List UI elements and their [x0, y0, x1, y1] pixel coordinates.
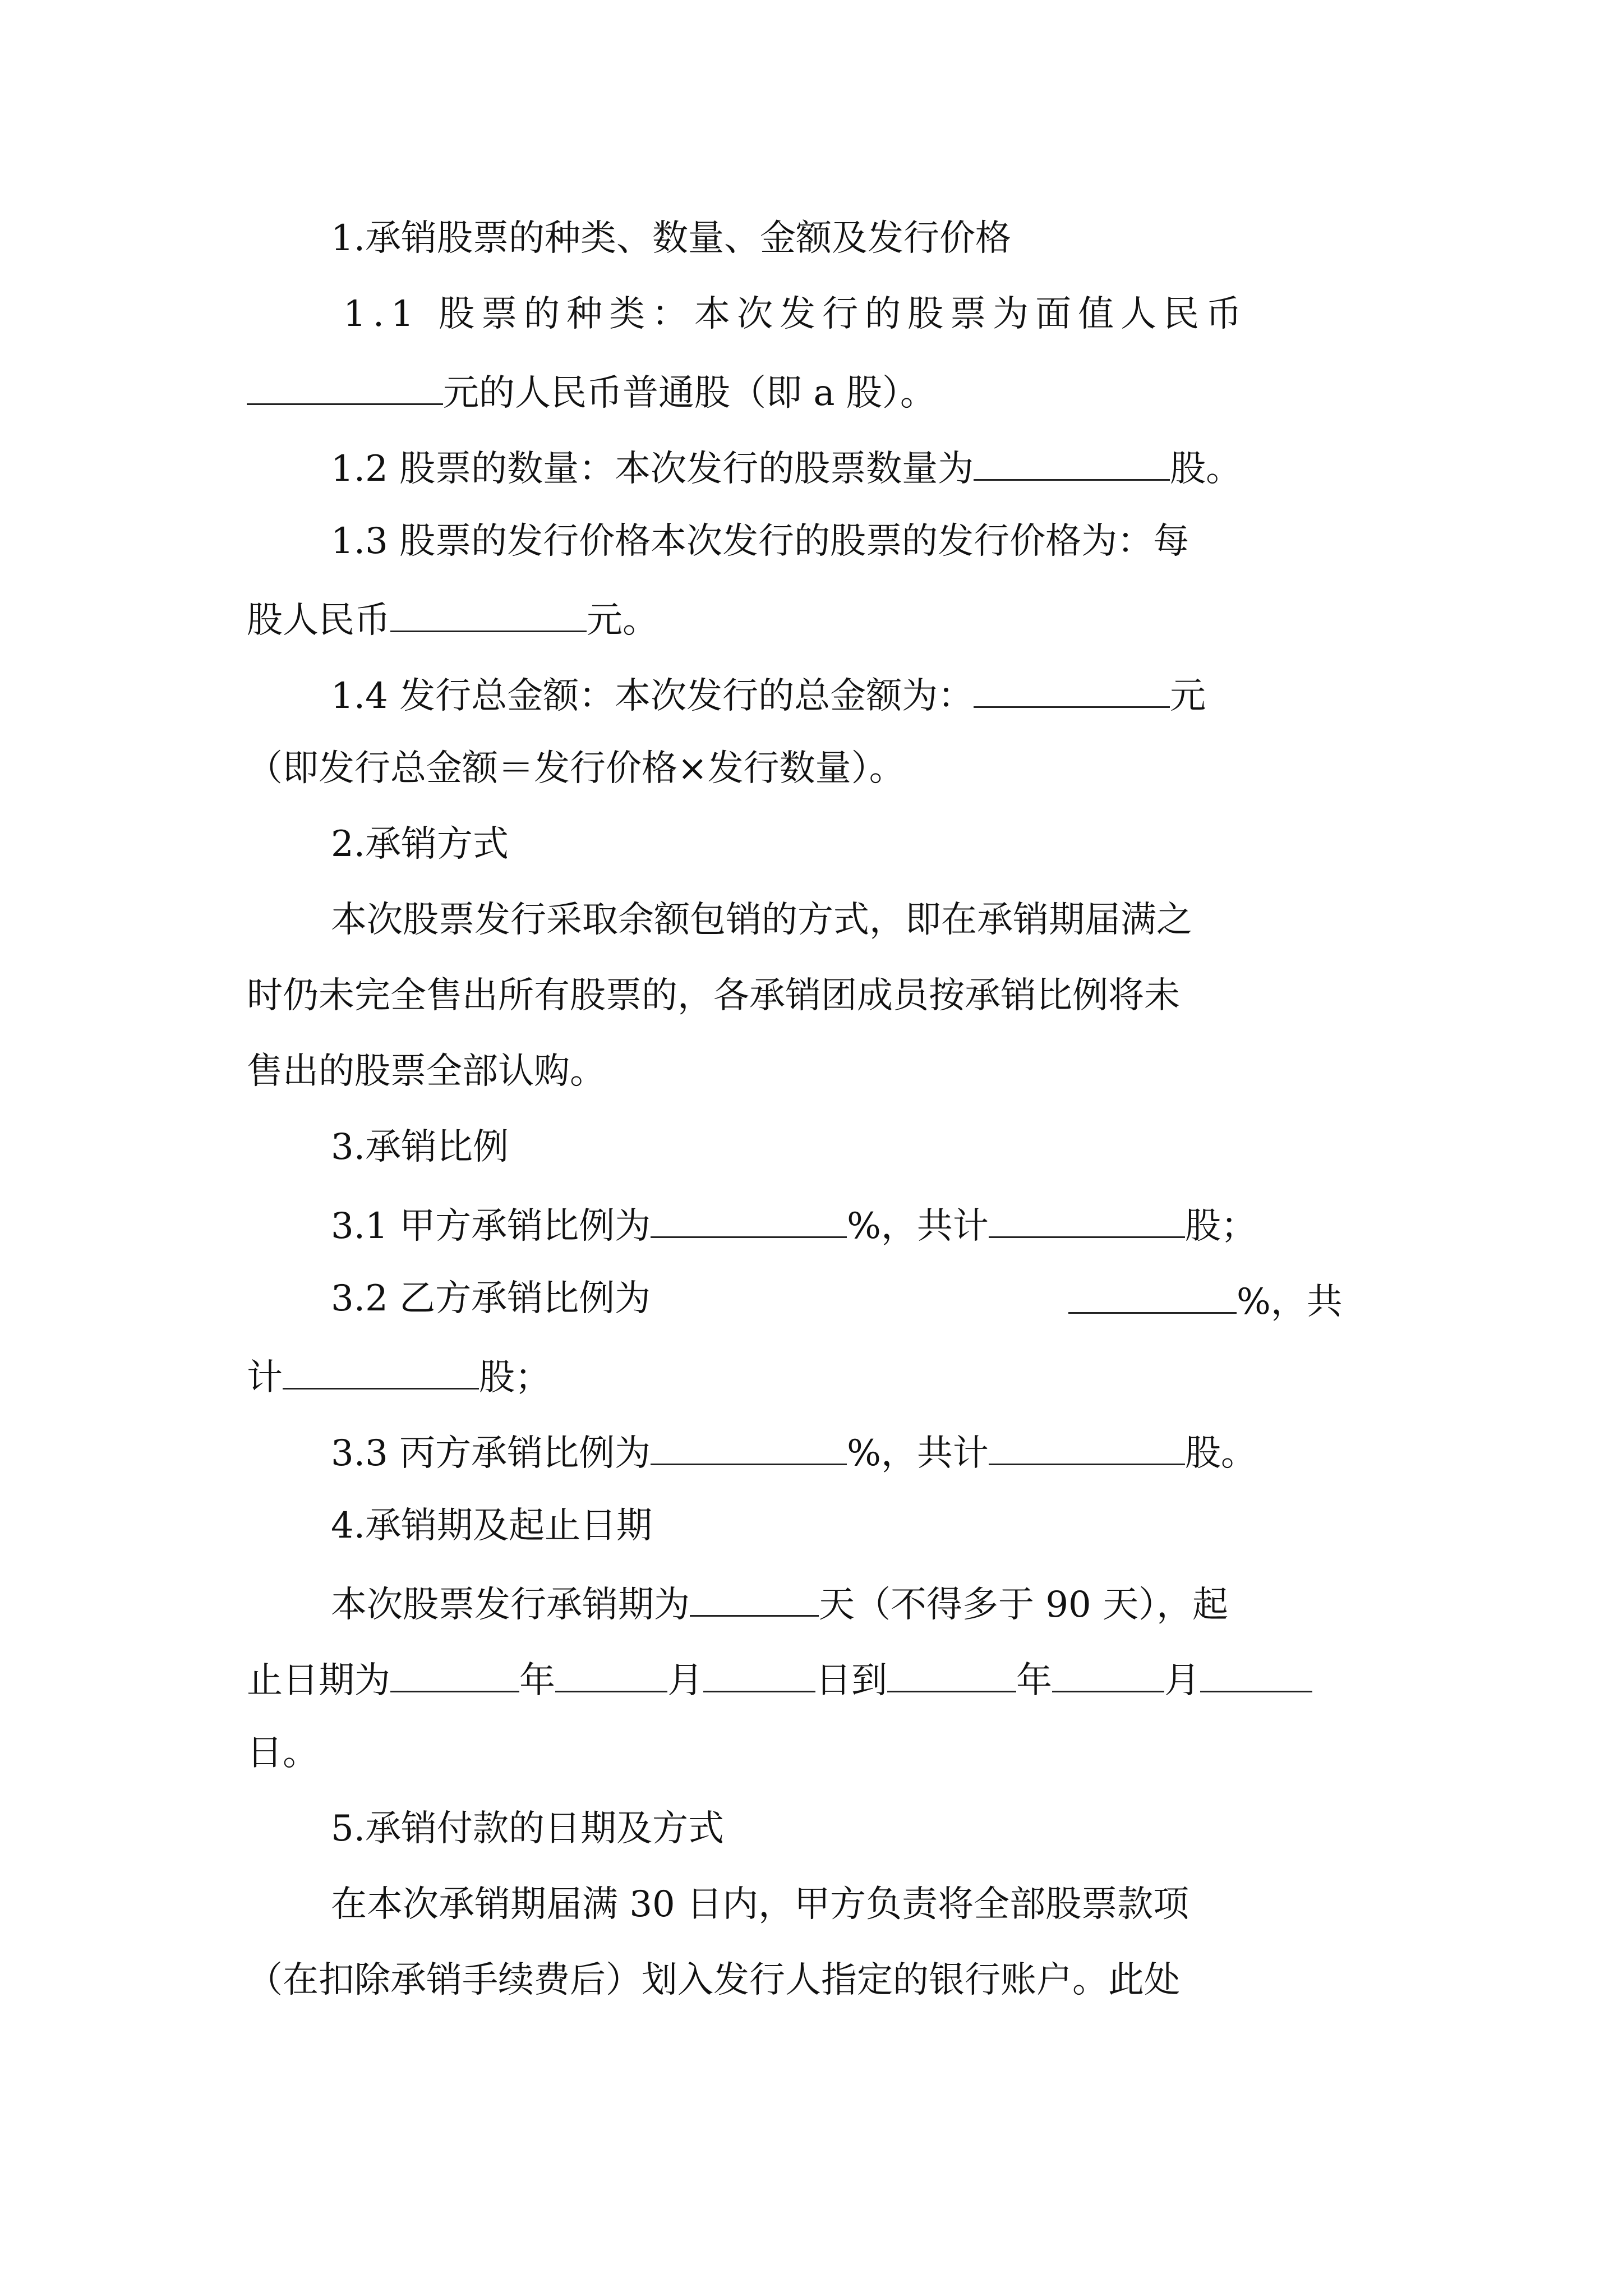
clause-3-2-right: %，共: [1068, 1276, 1343, 1324]
section-4-title: 4.承销期及起止日期: [331, 1505, 653, 1547]
clause-1-4-line-1: 1.4 发行总金额：本次发行的总金额为： 元: [331, 670, 1206, 719]
blank-field[interactable]: [555, 1655, 667, 1692]
section-2-line-2: 时仍未完全售出所有股票的，各承销团成员按承销比例将未: [247, 975, 1180, 1016]
clause-1-2: 1.2 股票的数量：本次发行的股票数量为 股。: [331, 443, 1242, 491]
blank-field[interactable]: [974, 670, 1170, 708]
blank-field[interactable]: [390, 595, 587, 632]
blank-field[interactable]: [703, 1655, 815, 1692]
section-4-line-2: 止日期为 年 月 日到 年 月: [247, 1655, 1312, 1703]
clause-1-3-line-2: 股人民币 元。: [247, 595, 658, 643]
blank-field[interactable]: [989, 1428, 1185, 1465]
blank-field[interactable]: [390, 1655, 519, 1692]
section-5-line-2: （在扣除承销手续费后）划入发行人指定的银行账户。此处: [247, 1959, 1180, 2001]
clause-3-2-line-2: 计 股；: [247, 1352, 551, 1400]
section-4-line-3: 日。: [247, 1732, 319, 1774]
section-3-title: 3.承销比例: [331, 1126, 509, 1168]
blank-field[interactable]: [690, 1579, 819, 1617]
blank-field[interactable]: [989, 1200, 1185, 1238]
section-2-title: 2.承销方式: [331, 823, 509, 865]
blank-field[interactable]: [283, 1352, 479, 1389]
section-1-title: 1.承销股票的种类、数量、金额及发行价格: [331, 218, 1012, 259]
blank-field[interactable]: [247, 367, 443, 405]
blank-field[interactable]: [974, 443, 1170, 481]
clause-1-1-line-2: 元的人民币普通股（即 a 股）。: [247, 367, 936, 416]
blank-field[interactable]: [651, 1428, 847, 1465]
section-2-line-3: 售出的股票全部认购。: [247, 1051, 606, 1092]
clause-3-1: 3.1 甲方承销比例为 %，共计 股；: [331, 1200, 1257, 1249]
blank-field[interactable]: [1200, 1655, 1312, 1692]
blank-field[interactable]: [1068, 1276, 1237, 1314]
blank-field[interactable]: [1052, 1655, 1164, 1692]
section-5-line-1: 在本次承销期届满 30 日内，甲方负责将全部股票款项: [331, 1884, 1189, 1925]
clause-1-3-line-1: 1.3 股票的发行价格本次发行的股票的发行价格为：每: [331, 521, 1189, 562]
section-2-line-1: 本次股票发行采取余额包销的方式，即在承销期届满之: [331, 899, 1192, 941]
section-4-line-1: 本次股票发行承销期为 天（不得多于 90 天），起: [331, 1579, 1228, 1627]
section-5-title: 5.承销付款的日期及方式: [331, 1808, 725, 1849]
clause-3-3: 3.3 丙方承销比例为 %，共计 股。: [331, 1428, 1257, 1476]
clause-1-4-line-2: （即发行总金额＝发行价格×发行数量）。: [247, 748, 905, 789]
blank-field[interactable]: [651, 1200, 847, 1238]
clause-1-1-line-1: 1.1 股票的种类：本次发行的股票为面值人民币: [343, 293, 1249, 335]
blank-field[interactable]: [887, 1655, 1016, 1692]
clause-3-2-label: 3.2 乙方承销比例为: [331, 1278, 651, 1319]
